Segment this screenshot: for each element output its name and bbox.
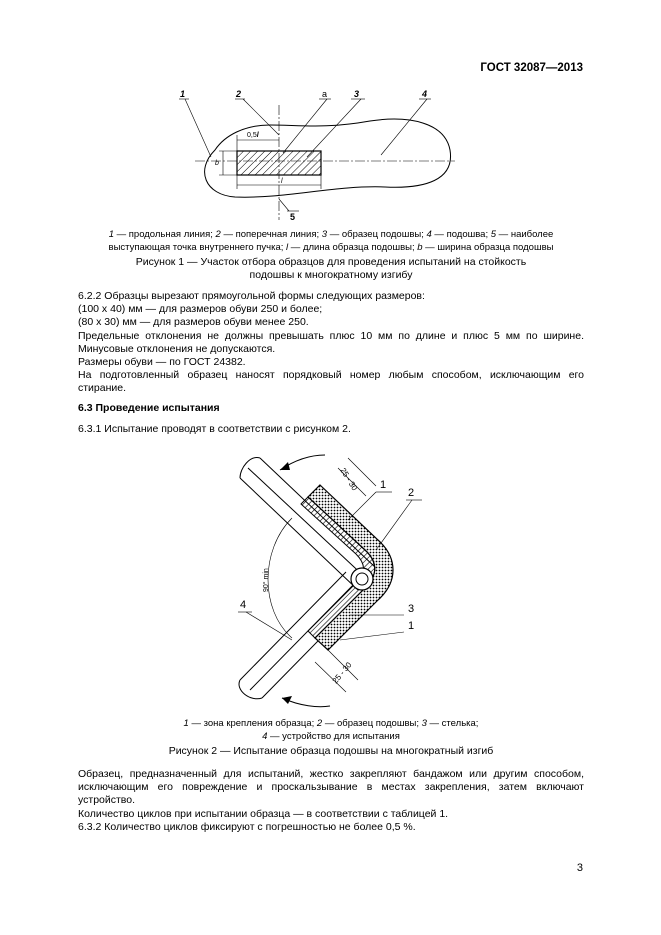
dim-half-l: 0,5l (247, 132, 259, 139)
text-line: (100 x 40) мм — для размеров обуви 250 и более; (78, 303, 323, 316)
text-line: 6.2.2 Образцы вырезают прямоугольной формы следующих размеров: (78, 290, 425, 302)
section-6-3-1: 6.3.1 Испытание проводят в соответствии с рисунком 2. (78, 423, 351, 435)
sample-rect (237, 151, 321, 175)
closing-text (78, 768, 584, 834)
standard-code: ГОСТ 32087—2013 (480, 62, 583, 74)
fig2-label-1b: 1 (408, 620, 415, 632)
figure-2-drawing (180, 440, 480, 715)
figure-1-legend: 1 — продольная линия; 2 — поперечная линия; 3 — образец подошвы; 4 — подошва; 5 — наиболее выступающая точка внутреннего пучка; l — длина образца подошвы; b — ширина образца подошвы (108, 229, 554, 253)
paragraph: Количество циклов при испытании образца — в соответствии с таблицей 1. (78, 807, 449, 820)
section-6-3-title: 6.3 Проведение испытания (78, 402, 220, 414)
fig1-label-4: 4 (422, 89, 428, 99)
fig1-label-3: 3 (354, 89, 360, 99)
section-6-2-2 (78, 290, 584, 396)
fig1-label-5: 5 (290, 212, 296, 222)
fig2-label-2: 2 (408, 487, 415, 499)
dim-b: b (215, 160, 219, 167)
text-line: Предельные отклонения не должны превышать плюс 10 мм по длине и плюс 5 мм по ширине. Минусовые отклонения не допускаются. (78, 329, 584, 355)
fig1-label-2: 2 (236, 89, 242, 99)
dim-top: 25 - 30 (338, 466, 360, 493)
text-line: На подготовленный образец наносят порядковый номер любым способом, исключающим его стирание. (78, 369, 584, 395)
text-line: Размеры обуви — по ГОСТ 24382. (78, 356, 246, 369)
page-number: 3 (576, 862, 583, 874)
fig2-label-4: 4 (240, 599, 247, 611)
figure-1-caption: Рисунок 1 — Участок отбора образцов для проведения испытаний на стойкость подошвы к многократному изгибу (135, 256, 527, 281)
figure-2-legend: 1 — зона крепления образца; 2 — образец подошвы; 3 — стелька; 4 — устройство для испытания (183, 718, 479, 742)
fig1-label-1: 1 (180, 89, 186, 99)
text-line: (80 x 30) мм — для размеров обуви менее 250. (78, 316, 309, 329)
fig1-label-a: a (322, 89, 328, 99)
figure-2-caption: Рисунок 2 — Испытание образца подошвы на многократный изгиб (168, 745, 494, 757)
dim-l: l (281, 178, 283, 185)
paragraph: 6.3.2 Количество циклов фиксируют с погрешностью не более 0,5 %. (78, 820, 416, 833)
fig2-label-1a: 1 (380, 479, 387, 491)
dim-bottom: 25 - 30 (330, 660, 354, 686)
paragraph: Образец, предназначенный для испытаний, жестко закрепляют бандажом или другим способом, исключающим его повреждение и проскальзывание в местах закрепления, затем включают устройство. (78, 768, 584, 807)
angle-label: 90° min (263, 568, 270, 592)
fig2-label-3: 3 (408, 603, 415, 615)
figure-1-drawing (175, 85, 465, 225)
